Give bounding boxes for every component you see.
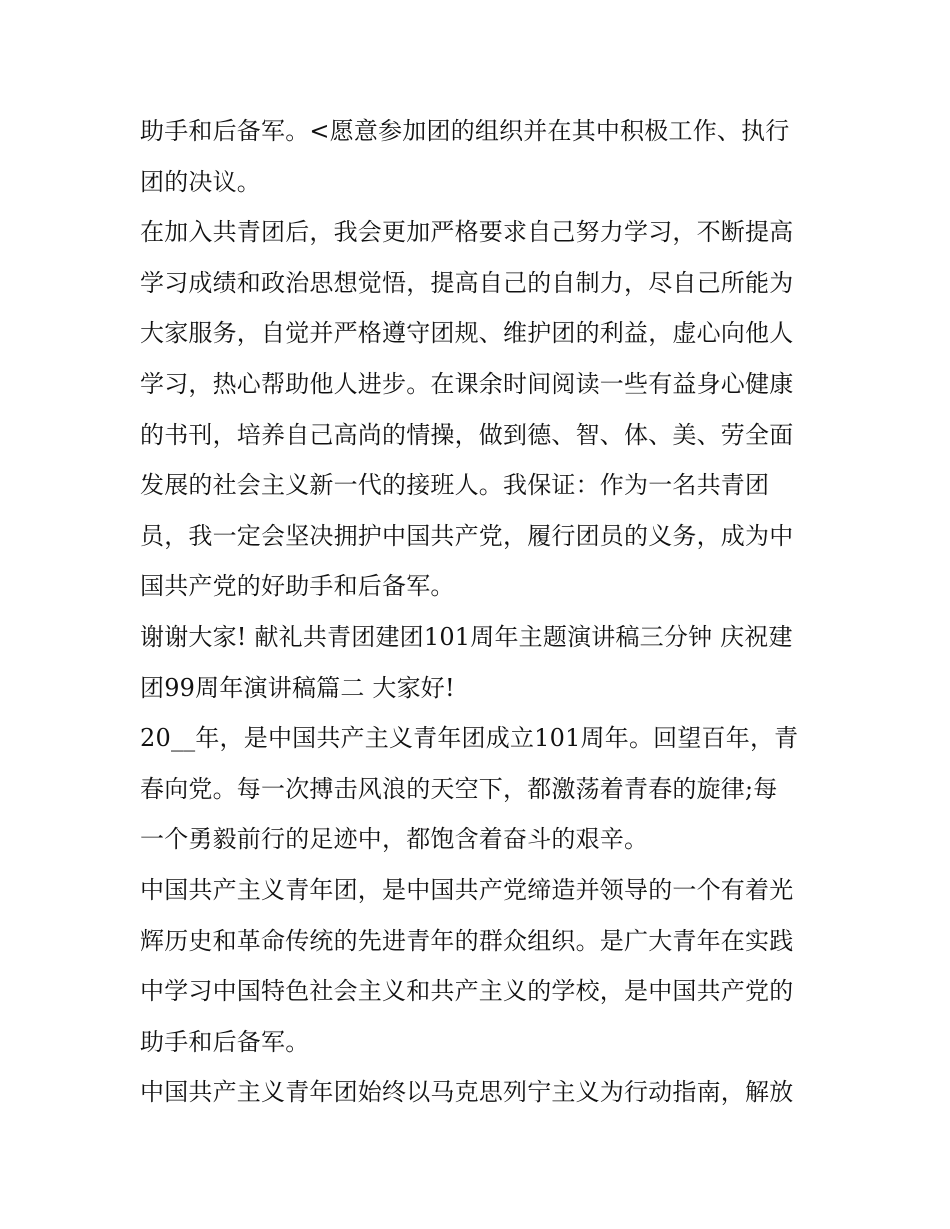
text-line: 学习成绩和政治思想觉悟，提高自己的自制力，尽自己所能为 <box>140 268 794 297</box>
text-line: 在加入共青团后，我会更加严格要求自己努力学习，不断提高 <box>140 218 794 247</box>
text-line: 春向党。每一次搏击风浪的天空下，都激荡着青春的旋律;每 <box>140 774 778 803</box>
text-line: 中国共产主义青年团始终以马克思列宁主义为行动指南，解放 <box>140 1078 794 1107</box>
text-line: 团的决议。 <box>140 167 261 196</box>
text-line: 国共产党的好助手和后备军。 <box>140 572 455 601</box>
text-line: 助手和后备军。 <box>140 1027 310 1056</box>
text-line: 学习，热心帮助他人进步。在课余时间阅读一些有益身心健康 <box>140 369 794 398</box>
text-line: 发展的社会主义新一代的接班人。我保证：作为一名共青团 <box>140 471 770 500</box>
text-line: 中国共产主义青年团，是中国共产党缔造并领导的一个有着光 <box>140 875 794 904</box>
text-line: 一个勇毅前行的足迹中，都饱含着奋斗的艰辛。 <box>140 825 649 854</box>
text-line: 助手和后备军。<愿意参加团的组织并在其中积极工作、执行 <box>140 117 790 145</box>
text-line: 大家服务，自觉并严格遵守团规、维护团的利益，虚心向他人 <box>140 319 794 348</box>
text-line: 谢谢大家! 献礼共青团建团101周年主题演讲稿三分钟 庆祝建 <box>140 622 793 651</box>
text-line: 辉历史和革命传统的先进青年的群众组织。是广大青年在实践 <box>140 926 794 955</box>
text-line: 的书刊，培养自己高尚的情操，做到德、智、体、美、劳全面 <box>140 420 794 449</box>
text-line: 中学习中国特色社会主义和共产主义的学校，是中国共产党的 <box>140 977 794 1006</box>
text-line: 20__年，是中国共产主义青年团成立101周年。回望百年，青 <box>140 724 799 753</box>
text-line: 员，我一定会坚决拥护中国共产党，履行团员的义务，成为中 <box>140 521 794 550</box>
text-line: 团99周年演讲稿篇二 大家好! <box>140 673 455 702</box>
body-text <box>140 106 815 1118</box>
